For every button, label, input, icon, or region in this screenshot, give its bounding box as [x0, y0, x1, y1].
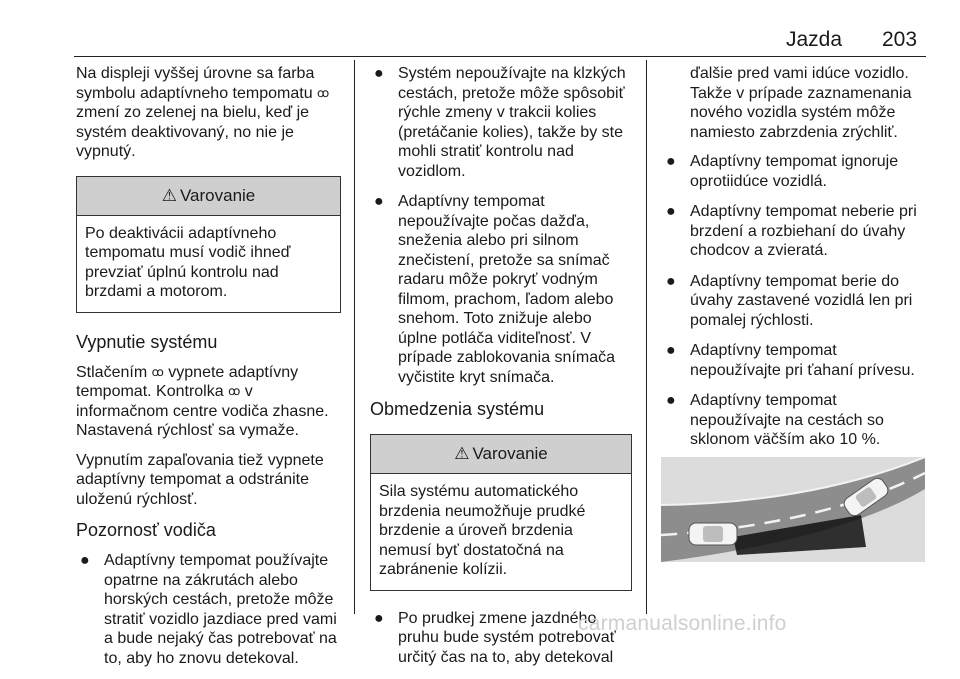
- list-item: ● Adaptívny tempomat nepoužívajte počas dažďa, sneženia alebo pri silnom znečistení, pretože sa snímač radaru môže pokryť vodným filmom, prachom, ľadom alebo snehom. Toto znižuje alebo úplne potláča viditeľnosť. V prípade zablokovania snímača vyčistite kryt snímača.: [374, 193, 616, 386]
- heading-pozornost: Pozornosť vodiča: [76, 520, 216, 540]
- bullet-dot: ●: [374, 609, 384, 627]
- paragraph-stlacenim: Stlačením ꝏ vypnete adaptívny tempomat. Kontrolka ꝏ v informačnom centre vodiča zhasne. Nastavená rýchlosť sa vymaže.: [76, 363, 329, 439]
- list-item: ● Adaptívny tempomat používajte opatrne na zákrutách alebo horských cestách, pretože môže stratiť vozidlo jazdiace pred vami a bude nejaký čas potrebovať na to, aby ho znovu detekoval.: [80, 552, 337, 667]
- list-item: ● Adaptívny tempomat nepoužívajte na cestách so sklonom väčším ako 10 %.: [666, 392, 884, 448]
- column-divider-2: [646, 60, 647, 614]
- paragraph-vypnutim: Vypnutím zapaľovania tiež vypnete adaptívny tempomat a odstránite uloženú rýchlosť.: [76, 451, 324, 508]
- header-rule: [74, 56, 926, 57]
- column-2: [370, 64, 632, 678]
- warning-box-2: [370, 434, 632, 591]
- column-1: [76, 64, 341, 679]
- warning-text: Po deaktivácii adaptívneho tempomatu musí vodič ihneď prevziať úplnú kontrolu nad brzdami a motorom.: [85, 224, 291, 300]
- bullet-dot: ●: [374, 193, 384, 210]
- watermark: carmanualsonline.info: [578, 612, 787, 635]
- list-item: ● Systém nepoužívajte na klzkých cestách, pretože môže spôsobiť rýchle zmeny v trakcii kolies (pretáčanie kolies), takže by ste mohli stratiť kontrolu nad vozidlom.: [374, 65, 626, 180]
- list-item: ● Po prudkej zmene jazdného pruhu bude systém potrebovať určitý čas na to, aby detekoval: [374, 609, 616, 666]
- curve-illustration: [661, 457, 925, 562]
- intro-paragraph: Na displeji vyššej úrovne sa farba symbolu adaptívneho tempomatu ꝏ zmení zo zelenej na bielu, keď je systém deaktivovaný, no nie je vypnutý.: [76, 65, 330, 160]
- warning-header: ⚠ Varovanie: [371, 435, 631, 474]
- bullet-list-1: [76, 551, 341, 668]
- bullet-dot: ●: [666, 272, 676, 290]
- list-item: ● Adaptívny tempomat berie do úvahy zastavené vozidlá len pri pomalej rýchlosti.: [666, 272, 913, 329]
- list-item: ● Adaptívny tempomat ignoruje oprotiidúce vozidlá.: [666, 153, 899, 190]
- heading-obmedzenia: Obmedzenia systému: [370, 399, 545, 419]
- bullet-dot: ●: [666, 342, 676, 359]
- column-3: [662, 64, 926, 490]
- section-title: Jazda: [786, 28, 843, 51]
- warning-triangle-icon: ⚠: [454, 444, 470, 463]
- own-car: [689, 523, 737, 545]
- page-number: 203: [882, 28, 918, 51]
- bullet-list-4: [662, 152, 926, 450]
- column-divider-1: [354, 60, 355, 614]
- bullet-list-2: [370, 64, 632, 387]
- heading-vypnutie: Vypnutie systému: [76, 331, 218, 352]
- bullet-dot: ●: [666, 153, 676, 170]
- warning-text: Sila systému automatického brzdenia neumožňuje prudké brzdenie a úroveň brzdenia nemusí byť dostatočná na zabránenie kolízii.: [379, 483, 586, 578]
- bullet-dot: ●: [666, 203, 676, 220]
- continued-paragraph: ďalšie pred vami idúce vozidlo. Takže v prípade zaznamenania nového vozidla systém môže namiesto zabrzdenia zrýchliť.: [690, 65, 912, 141]
- list-item: ● Adaptívny tempomat nepoužívajte pri ťahaní prívesu.: [666, 342, 915, 379]
- list-item: ● Adaptívny tempomat neberie pri brzdení a rozbiehaní do úvahy chodcov a zvieratá.: [666, 203, 917, 259]
- warning-triangle-icon: ⚠: [161, 185, 177, 205]
- bullet-dot: ●: [374, 65, 384, 82]
- bullet-dot: ●: [666, 392, 676, 409]
- page-header: [0, 28, 960, 58]
- bullet-dot: ●: [80, 552, 90, 569]
- cruise-control-icon: ꝏ: [151, 364, 164, 379]
- cruise-control-icon: ꝏ: [317, 85, 330, 100]
- warning-header: ⚠ Varovanie: [77, 177, 340, 216]
- warning-box-1: [76, 176, 341, 313]
- cruise-control-icon: ꝏ: [228, 384, 241, 398]
